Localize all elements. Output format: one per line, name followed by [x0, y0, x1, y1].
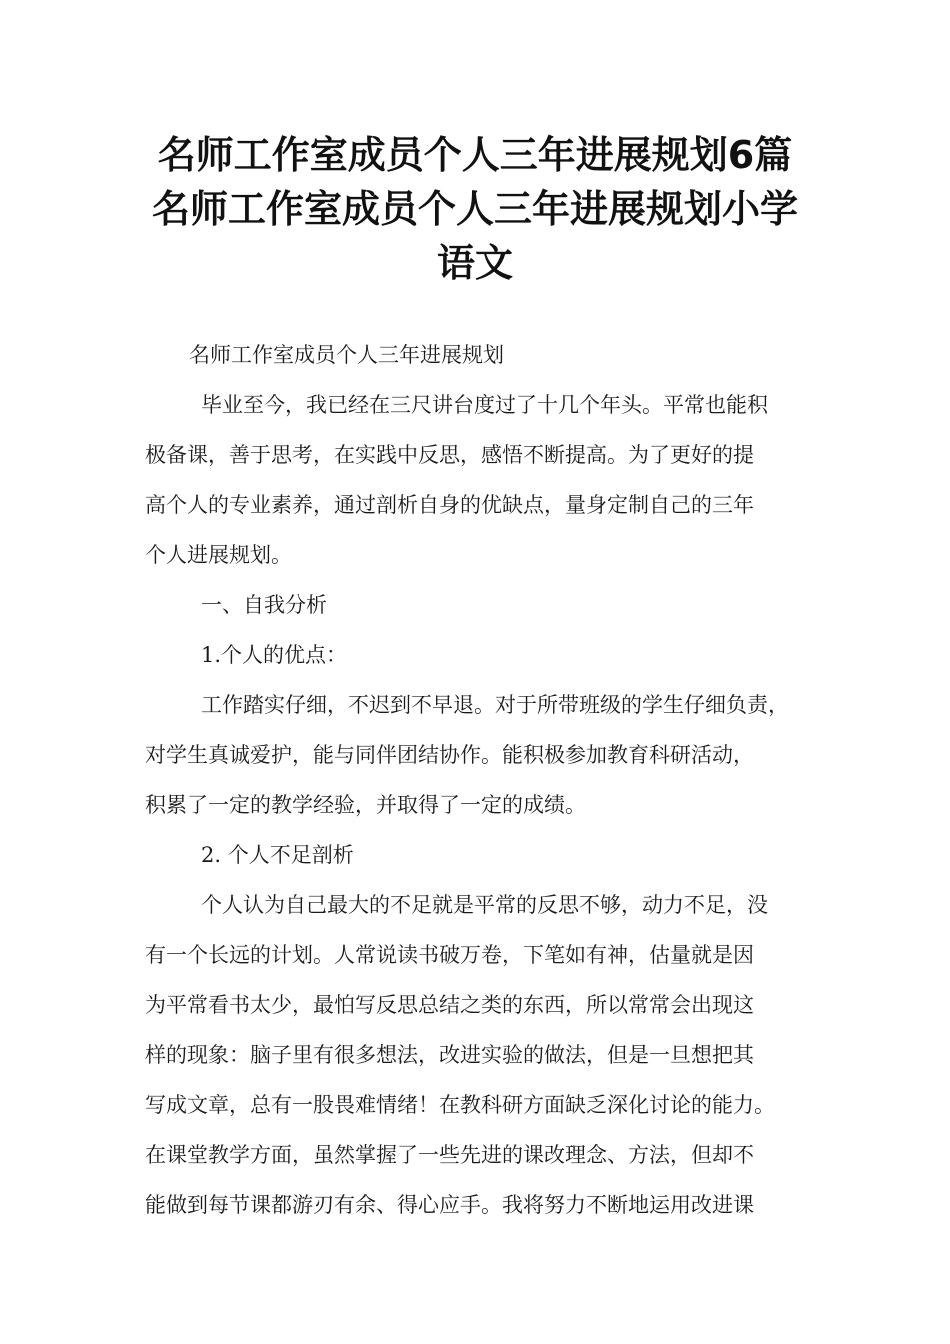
text-line: 积累了一定的教学经验，并取得了一定的成绩。 [145, 793, 586, 817]
title-line-3: 语文 [436, 241, 513, 285]
subheading-weaknesses: 2. 个人不足剖析 [201, 843, 354, 867]
text-line: 极备课，善于思考，在实践中反思，感悟不断提高。为了更好的提 [145, 443, 754, 467]
text-line: 写成文章，总有一股畏难情绪！在教科研方面缺乏深化讨论的能力。 [145, 1093, 775, 1117]
text-line: 对学生真诚爱护，能与同伴团结协作。能积极参加教育科研活动， [145, 743, 754, 767]
text-line: 个人认为自己最大的不足就是平常的反思不够，动力不足，没 [201, 893, 768, 917]
section-heading-self-analysis: 一、自我分析 [201, 593, 327, 617]
title-line-1: 名师工作室成员个人三年进展规划6篇 [157, 133, 793, 177]
document-body [145, 330, 825, 1230]
title-line-2: 名师工作室成员个人三年进展规划小学 [151, 187, 798, 231]
text-line: 能做到每节课都游刃有余、得心应手。我将努力不断地运用改进课 [145, 1193, 754, 1217]
section-heading-plan: 名师工作室成员个人三年进展规划 [189, 343, 504, 367]
text-line: 有一个长远的计划。人常说读书破万卷，下笔如有神，估量就是因 [145, 943, 754, 967]
text-line: 毕业至今，我已经在三尺讲台度过了十几个年头。平常也能积 [201, 393, 768, 417]
text-line: 在课堂教学方面，虽然掌握了一些先进的课改理念、方法，但却不 [145, 1143, 754, 1167]
text-line: 高个人的专业素养，通过剖析自身的优缺点，量身定制自己的三年 [145, 493, 754, 517]
document-title [100, 128, 850, 290]
text-line: 工作踏实仔细，不迟到不早退。对于所带班级的学生仔细负责， [201, 693, 789, 717]
text-line: 样的现象：脑子里有很多想法，改进实验的做法，但是一旦想把其 [145, 1043, 754, 1067]
text-line: 为平常看书太少，最怕写反思总结之类的东西，所以常常会出现这 [145, 993, 754, 1017]
subheading-strengths: 1.个人的优点： [201, 643, 348, 667]
text-line: 个人进展规划。 [145, 543, 292, 567]
